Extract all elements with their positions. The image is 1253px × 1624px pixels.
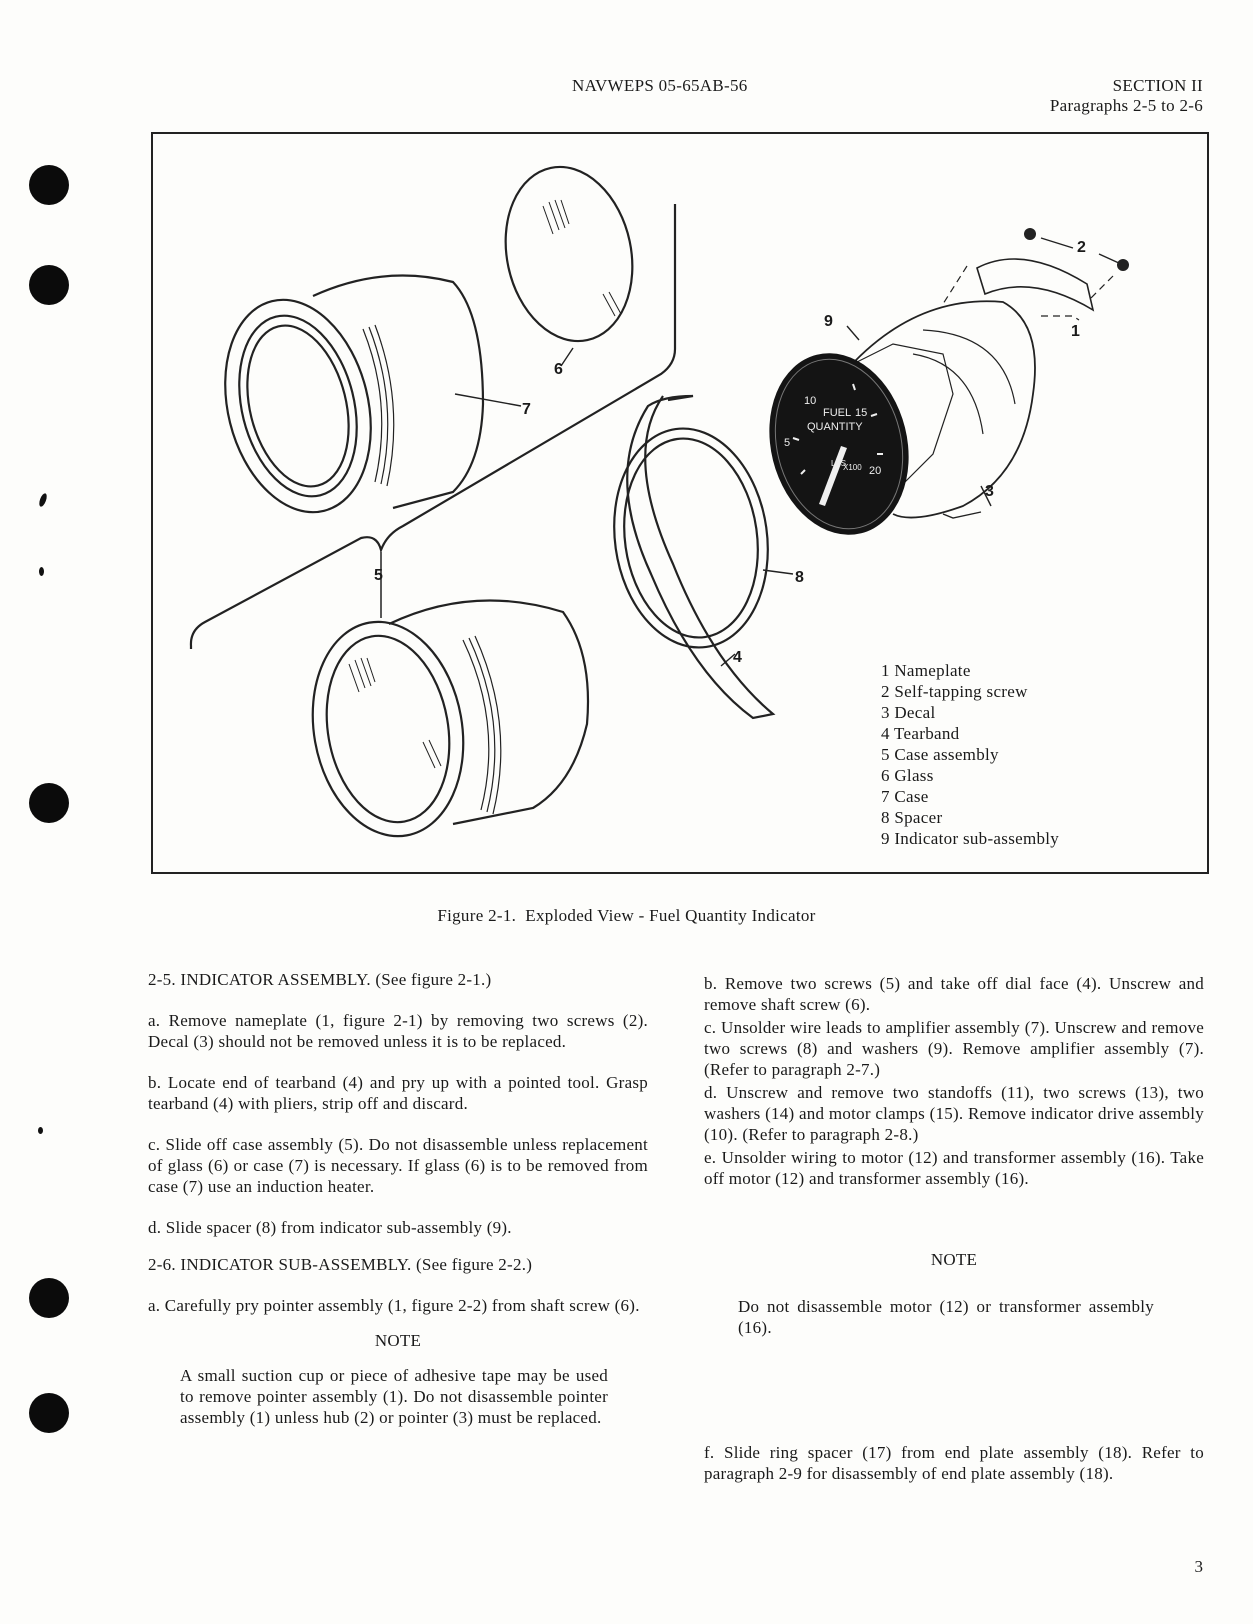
paragraph-2-5d: d. Slide spacer (8) from indicator sub-assembly (9). (148, 1218, 512, 1237)
note-heading: NOTE (930, 1250, 978, 1269)
dial-label: X100 (843, 463, 862, 472)
legend-item: 2 Self-tapping screw (881, 682, 1028, 701)
note-text: A small suction cup or piece of adhesive tape may be used to remove pointer assembly (1). Do not disassemble pointer assembly (1) unless hub (2) or pointer (3) must be replaced. (180, 1366, 608, 1427)
callout-8: 8 (795, 569, 804, 586)
note-text: Do not disassemble motor (12) or transformer assembly (16). (738, 1297, 1154, 1337)
heading-2-5: 2-5. INDICATOR ASSEMBLY. (See figure 2-1.) (148, 970, 492, 989)
note-heading: NOTE (374, 1331, 422, 1350)
binder-hole (29, 1278, 69, 1318)
tearband-part (627, 396, 773, 718)
dial-label: 15 (855, 407, 868, 419)
callout-6: 6 (554, 361, 563, 378)
screw-part (1117, 259, 1129, 271)
dial-label: 20 (869, 465, 882, 477)
paragraph-2-6a: a. Carefully pry pointer assembly (1, figure 2-2) from shaft screw (6). (148, 1296, 640, 1315)
dial-label: QUANTITY (807, 421, 863, 433)
fuel-quantity-dial (751, 338, 927, 549)
legend-item: 6 Glass (881, 766, 934, 785)
binder-hole (29, 265, 69, 305)
section-label: SECTION II (1112, 76, 1203, 95)
legend-item: 9 Indicator sub-assembly (881, 829, 1060, 848)
paragraph-2-6c: c. Unsolder wire leads to amplifier assembly (7). Unscrew and remove two screws (8) and washers (9). Remove amplifier assembly (7). (Refer to paragraph 2-7.) (704, 1018, 1204, 1079)
speck-mark (39, 567, 44, 576)
callout-5: 5 (374, 567, 383, 584)
callout-7: 7 (522, 401, 531, 418)
figure-legend (881, 660, 1059, 849)
document-number: NAVWEPS 05-65AB-56 (572, 76, 748, 95)
case-assembly-part (296, 600, 588, 848)
paragraph-2-6e: e. Unsolder wiring to motor (12) and transformer assembly (16). Take off motor (12) and transformer assembly (16). (704, 1148, 1204, 1188)
paragraph-2-5c: c. Slide off case assembly (5). Do not disassemble unless replacement of glass (6) or case (7) is necessary. If glass (6) is to be removed from case (7) use an induction heater. (148, 1135, 648, 1196)
heading-2-6: 2-6. INDICATOR SUB-ASSEMBLY. (See figure 2-2.) (148, 1255, 533, 1274)
paragraph-2-6f: f. Slide ring spacer (17) from end plate assembly (18). Refer to paragraph 2-9 for disassembly of end plate assembly (18). (704, 1443, 1204, 1483)
callout-3: 3 (985, 483, 994, 500)
speck-mark (38, 492, 48, 507)
legend-item: 7 Case (881, 787, 929, 806)
section-header (1050, 76, 1203, 116)
paragraph-range: Paragraphs 2-5 to 2-6 (1049, 96, 1203, 115)
left-column (148, 969, 648, 1428)
figure-caption: Figure 2-1. Exploded View - Fuel Quantity Indicator (437, 906, 816, 925)
legend-item: 8 Spacer (881, 808, 943, 827)
paragraph-2-5b: b. Locate end of tearband (4) and pry up with a pointed tool. Grasp tearband (4) with pliers, strip off and discard. (148, 1073, 648, 1113)
callout-9: 9 (824, 313, 833, 330)
paragraph-2-6d: d. Unscrew and remove two standoffs (11), two screws (13), two washers (14) and motor clamps (15). Remove indicator drive assembly (10). (Refer to paragraph 2-8.) (704, 1083, 1204, 1144)
callout-2: 2 (1077, 239, 1086, 256)
right-column (704, 973, 1204, 1484)
screw-part (1024, 228, 1036, 240)
spacer-part (600, 418, 781, 657)
glass-part (490, 155, 648, 353)
paragraph-2-5a: a. Remove nameplate (1, figure 2-1) by removing two screws (2). Decal (3) should not be removed unless it is to be replaced. (148, 1011, 648, 1051)
legend-item: 1 Nameplate (881, 661, 971, 680)
dial-label: 5 (784, 437, 791, 449)
nameplate-part (977, 259, 1093, 310)
case-assembly-bracket (191, 204, 675, 649)
dial-label: FUEL (823, 407, 852, 419)
callout-1: 1 (1071, 323, 1080, 340)
legend-item: 3 Decal (881, 703, 936, 722)
binder-hole (29, 1393, 69, 1433)
dial-label: LBS (831, 459, 847, 468)
dial-label: 10 (804, 395, 817, 407)
case-part (204, 276, 483, 528)
legend-item: 4 Tearband (881, 724, 960, 743)
binder-hole (29, 165, 69, 205)
legend-item: 5 Case assembly (881, 745, 999, 764)
binder-hole (29, 783, 69, 823)
paragraph-2-6b: b. Remove two screws (5) and take off dial face (4). Unscrew and remove shaft screw (6). (704, 974, 1204, 1014)
page-number: 3 (1194, 1557, 1203, 1576)
speck-mark (38, 1127, 43, 1134)
figure-frame (151, 132, 1209, 874)
callout-4: 4 (733, 649, 742, 666)
